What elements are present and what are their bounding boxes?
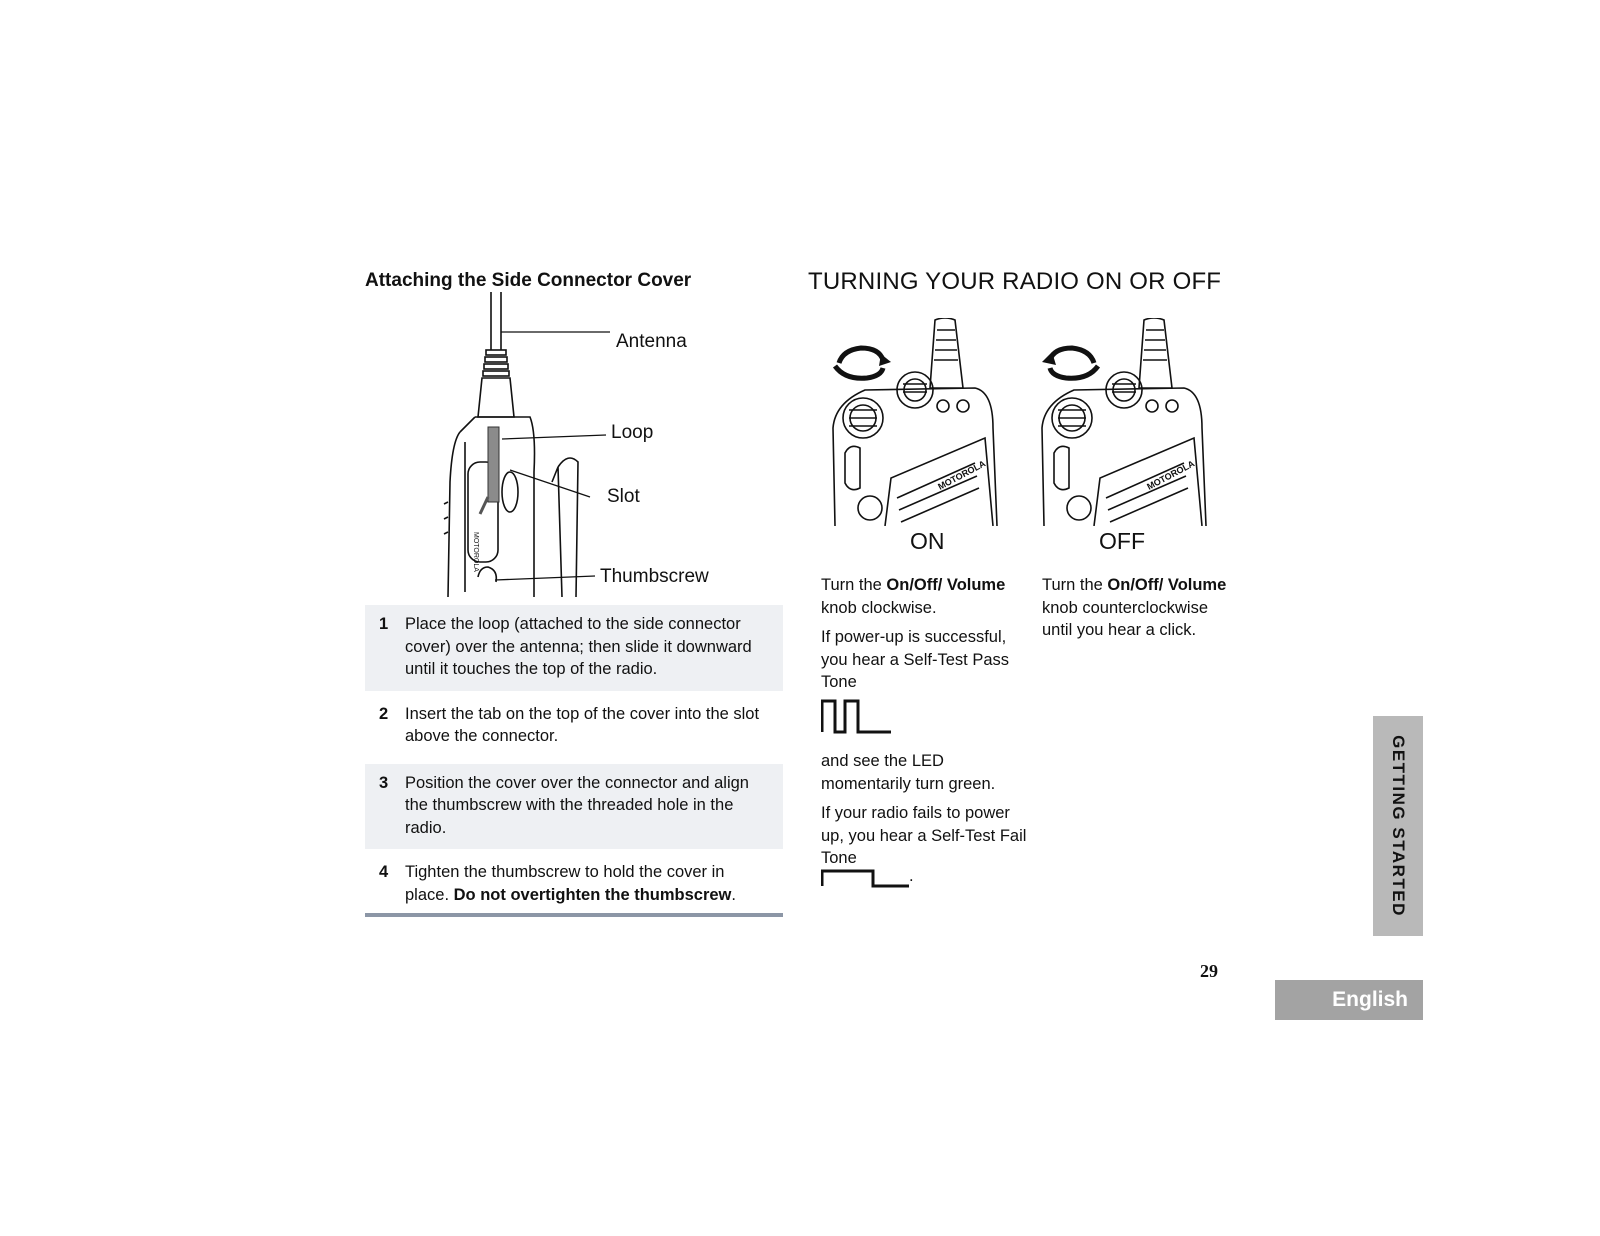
pass-tone-text: If power-up is successful, you hear a Self-Test Pass Tone: [821, 628, 1010, 691]
on-step-text: [821, 574, 1031, 619]
text: knob clockwise.: [821, 598, 937, 617]
knob-name: On/Off/ Volume: [886, 576, 1006, 594]
steps-bottom-rule: [365, 913, 783, 917]
off-label: OFF: [1099, 528, 1145, 554]
radio-on-illustration: [825, 318, 1005, 526]
step-text: [405, 861, 773, 906]
step-warning: Do not overtighten the thumbscrew: [453, 885, 732, 904]
callout-thumbscrew: Thumbscrew: [600, 566, 709, 587]
radio-brand-text: MOTOROLA: [1145, 458, 1197, 492]
off-step-text: [1042, 574, 1232, 642]
on-label: ON: [910, 528, 945, 554]
step-text-tail: .: [731, 885, 736, 904]
page-number: 29: [1200, 961, 1218, 981]
fail-tone-icon: [821, 868, 913, 888]
section-title-side-connector: Attaching the Side Connector Cover: [365, 270, 692, 291]
section-title-turning-radio: TURNING YOUR RADIO ON OR OFF: [808, 268, 1222, 295]
step-2: [365, 695, 783, 758]
on-instructions: [821, 574, 1031, 701]
procedure-steps: [365, 605, 783, 916]
radio-brand-text: MOTOROLA: [472, 532, 479, 572]
step-3: [365, 764, 783, 850]
step-number: 4: [379, 863, 389, 881]
step-text: Position the cover over the connector and align the thumbscrew with the threaded hole in the radio.: [405, 773, 749, 837]
fail-tone-period: .: [909, 867, 914, 885]
side-connector-illustration: [440, 292, 620, 597]
callout-slot: Slot: [607, 486, 640, 507]
led-instructions: [821, 750, 1031, 877]
knob-name: On/Off/ Volume: [1107, 576, 1227, 594]
text: Turn the: [821, 576, 887, 594]
chapter-side-tab-label: GETTING STARTED: [1389, 735, 1408, 917]
step-number: 1: [379, 615, 389, 633]
language-tab: English: [1275, 980, 1423, 1020]
step-text: Place the loop (attached to the side connector cover) over the antenna; then slide it downward until it touches the top of the radio.: [405, 615, 752, 678]
step-4: [365, 853, 783, 916]
chapter-side-tab: [1373, 716, 1423, 936]
radio-off-illustration: [1034, 318, 1214, 526]
text: knob counterclockwise until you hear a click.: [1042, 598, 1208, 639]
step-text: Insert the tab on the top of the cover into the slot above the connector.: [405, 704, 760, 745]
callout-antenna: Antenna: [616, 331, 687, 352]
radio-brand-text: MOTOROLA: [936, 458, 988, 492]
step-number: 2: [379, 704, 389, 723]
fail-tone-text: If your radio fails to power up, you hear a Self-Test Fail Tone: [821, 804, 1027, 867]
step-text-plain: Tighten the thumbscrew to hold the cover in place.: [405, 863, 725, 904]
step-number: 3: [379, 773, 389, 792]
callout-loop: Loop: [611, 422, 654, 443]
off-instructions: [1042, 574, 1232, 649]
led-text: and see the LED momentarily turn green.: [821, 752, 996, 793]
step-1: [365, 605, 783, 691]
pass-tone-icon: [821, 698, 893, 734]
text: Turn the: [1042, 576, 1108, 594]
